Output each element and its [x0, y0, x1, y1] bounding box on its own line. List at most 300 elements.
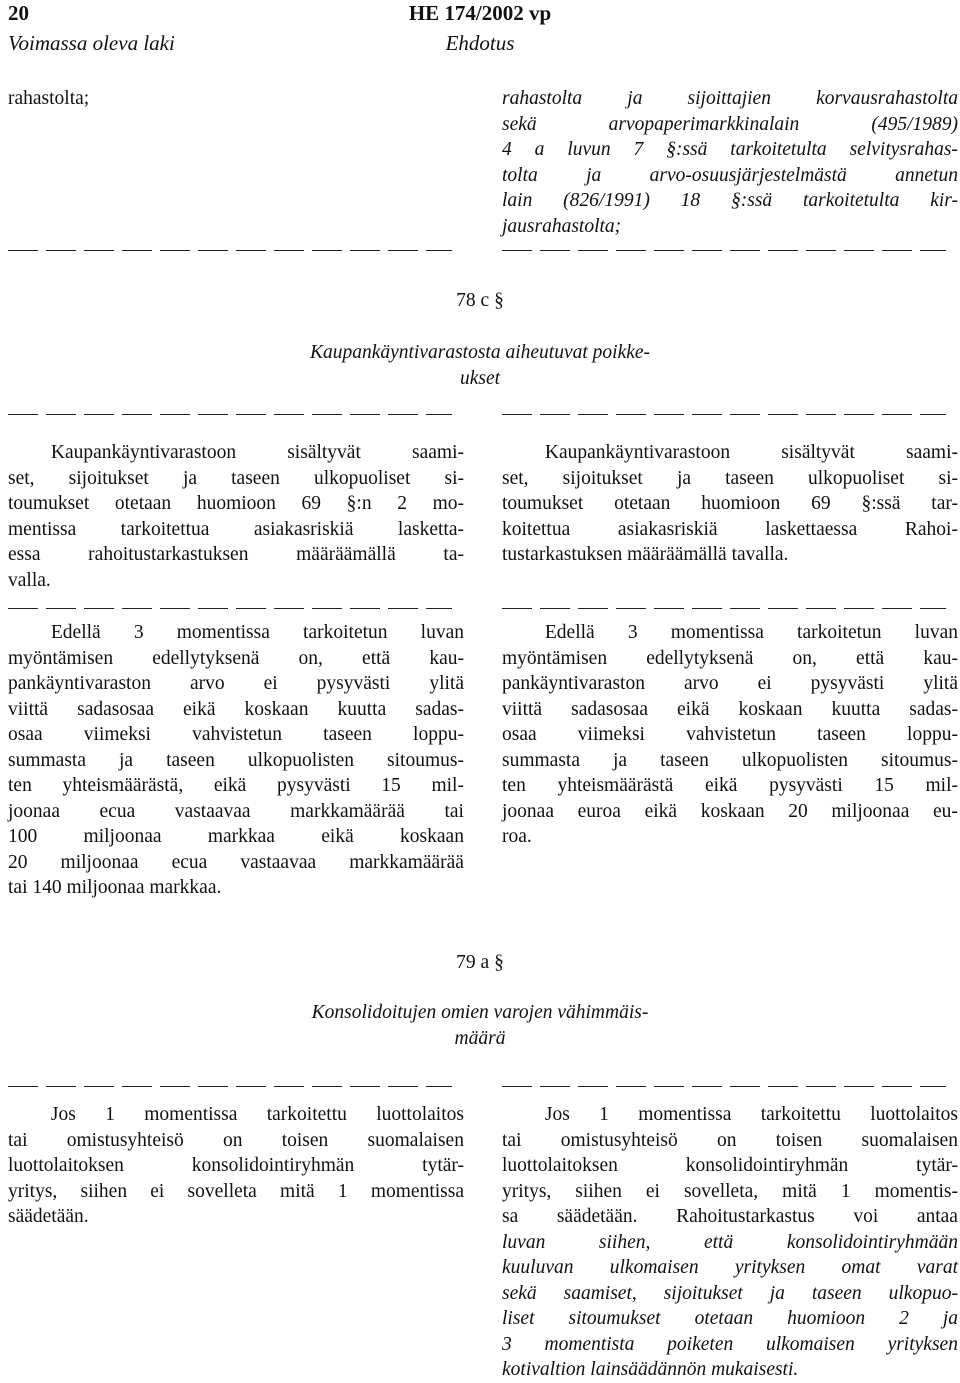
word: ulkopuolisten [741, 749, 849, 771]
word: summasta [502, 749, 580, 771]
text-line [8, 440, 464, 466]
word: euroa [577, 800, 621, 822]
text-line [8, 1102, 464, 1128]
word: tai [444, 800, 464, 822]
text-line [8, 748, 464, 774]
word: sovelleta [187, 1180, 257, 1202]
text-line [502, 773, 958, 799]
word: lain [502, 190, 533, 211]
word: luottolaitos [376, 1104, 464, 1125]
text-line [502, 748, 958, 774]
text-line [502, 1332, 958, 1358]
text-line [502, 112, 958, 138]
text-line [502, 86, 958, 112]
word: saami- [906, 442, 958, 463]
word: yritys, [8, 1180, 58, 1202]
word: si- [938, 467, 958, 489]
separator-dashes [8, 1086, 452, 1087]
word: mil- [925, 775, 958, 796]
word: 100 [8, 826, 38, 847]
text-line [502, 1230, 958, 1256]
word: §:ssä [730, 190, 773, 211]
text-line [502, 1179, 958, 1205]
word: viimeksi [577, 724, 645, 745]
word: tarkoitetulta [730, 139, 827, 160]
section-number: 79 a § [456, 952, 504, 973]
word: ten [502, 775, 526, 796]
left-column-heading: Voimassa oleva laki [8, 31, 175, 55]
word: tai [8, 1129, 28, 1151]
word: osaa [502, 724, 537, 745]
word: toisen [775, 1129, 823, 1151]
word: kuuluvan [502, 1257, 574, 1278]
word: omat [841, 1257, 881, 1278]
word: ja [769, 1282, 785, 1304]
word: sadasosaa [571, 698, 648, 720]
word: §:ssä [666, 139, 708, 160]
word: sa [502, 1206, 519, 1227]
right-column-heading: Ehdotus [445, 31, 515, 55]
word: eikä [183, 698, 216, 720]
word: määräämällä [296, 544, 396, 565]
word: että [362, 647, 391, 669]
word: pysyvästi [276, 775, 351, 796]
word: miljoonaa [831, 800, 910, 822]
word: koitettua [502, 518, 571, 540]
word: taseen [323, 724, 372, 745]
separator-dashes [8, 250, 452, 251]
word: sijoitukset [562, 467, 643, 489]
word: arvo-osuusjärjestelmästä [649, 164, 847, 186]
word: Kaupankäyntivarastoon [544, 442, 731, 463]
word: taseen [725, 467, 774, 489]
word: markkaa [207, 826, 275, 847]
word: viittä [8, 698, 49, 720]
separator-dashes [8, 414, 452, 415]
word: edellytyksenä [152, 647, 260, 669]
word: (826/1991) [563, 190, 650, 211]
word: omistusyhteisö [66, 1129, 184, 1151]
word: otetaan [614, 493, 671, 514]
text-line [502, 1306, 958, 1332]
word: arvopaperimarkkinalain [608, 113, 800, 135]
paragraph-left [8, 440, 464, 593]
text-line [8, 1153, 464, 1179]
word: sekä [502, 1282, 537, 1304]
text-line [502, 1255, 958, 1281]
text-line [8, 620, 464, 646]
word: toisen [281, 1129, 329, 1151]
word: taseen [817, 724, 866, 745]
separator-dashes [502, 608, 946, 609]
word: että [856, 647, 885, 669]
text-line [502, 517, 958, 543]
word: sitoumus- [387, 749, 464, 771]
word: markkamäärää [349, 851, 464, 873]
word: omistusyhteisö [560, 1129, 678, 1151]
word: momentissa [370, 1180, 464, 1202]
word: ulkopuo- [888, 1282, 958, 1304]
word: ulkomaisen [765, 1333, 855, 1355]
word: tarkoitettu [760, 1104, 841, 1125]
word: ylitä [923, 673, 958, 694]
word: ei [150, 1180, 165, 1202]
word: sadasosaa [77, 698, 154, 720]
word: sitoumukset [568, 1308, 661, 1329]
word: yrityksen [734, 1257, 806, 1278]
word: 1 [599, 1104, 609, 1125]
word: siihen [575, 1180, 622, 1202]
text-line [502, 1281, 958, 1307]
section-title-line: ukset [459, 368, 501, 389]
word: edellytyksenä [646, 647, 754, 669]
word: 69 [301, 493, 322, 514]
word: §:n [346, 493, 372, 514]
word: 1 [840, 1180, 851, 1202]
paragraph-right [502, 440, 958, 568]
word: tarkoitettua [120, 518, 210, 540]
word: taseen [660, 749, 709, 771]
word: pysyvästi [316, 673, 391, 694]
word: 1 [337, 1180, 348, 1202]
text-line [502, 163, 958, 189]
word: mil- [431, 775, 464, 796]
word: sijoitukset [663, 1282, 743, 1304]
text-line [502, 722, 958, 748]
word: vastaavaa [240, 851, 317, 873]
word: vahvistetun [192, 724, 283, 745]
word: ei [263, 673, 278, 694]
paragraph-left [8, 620, 464, 901]
word: poiketen [667, 1333, 734, 1355]
word: pankäyntivaraston [8, 673, 151, 694]
word: momentissa [176, 622, 270, 643]
word: asiakasriskiä [253, 518, 354, 540]
paragraph-right [502, 1102, 958, 1383]
word: on, [792, 647, 817, 669]
word: Kaupankäyntivarastoon [50, 442, 237, 463]
word: tarkoitetun [303, 622, 388, 643]
text-line [502, 1128, 958, 1154]
word: myöntämisen [8, 647, 114, 669]
word: luvan [914, 622, 958, 643]
text-line [8, 466, 464, 492]
word: vahvistetun [686, 724, 777, 745]
word: taseen [231, 467, 280, 489]
word: ylitä [429, 673, 464, 694]
word: yhteismäärästä, [62, 775, 184, 796]
word: voi [853, 1206, 879, 1227]
word: tarkoitetun [797, 622, 882, 643]
top-left-text [8, 86, 464, 112]
word: miljoonaa [60, 851, 139, 873]
word: tar- [931, 493, 958, 514]
word: essa [8, 544, 41, 565]
word: eikä [213, 775, 247, 796]
word: ja [613, 749, 628, 771]
word: eikä [677, 698, 710, 720]
word: Jos [50, 1104, 76, 1125]
text-line: kotivaltion lainsäädännön mukaisesti. [502, 1359, 799, 1380]
word: joonaa [8, 800, 60, 822]
word: tolta [502, 164, 538, 186]
word: 1 [105, 1104, 115, 1125]
text-line [502, 188, 958, 214]
word: vastaavaa [174, 800, 251, 822]
word: kau- [429, 647, 464, 669]
section-number: 78 c § [456, 290, 504, 311]
separator-dashes [502, 1086, 946, 1087]
word: a [534, 139, 545, 160]
word: sijoittajien [687, 88, 771, 109]
word: ja [676, 467, 692, 489]
word: eu- [933, 800, 958, 822]
text-line [8, 824, 464, 850]
word: 3 [627, 622, 638, 643]
word: otetaan [114, 493, 172, 514]
word: sekä [502, 113, 537, 135]
text-line [8, 697, 464, 723]
word: luvan [502, 1231, 546, 1253]
word: koskaan [244, 698, 309, 720]
word: tytär- [916, 1155, 958, 1176]
word: §:ssä [861, 493, 901, 514]
word: 2 [899, 1308, 909, 1329]
word: sitoumus- [881, 749, 958, 771]
section-title-line: Kaupankäyntivarastosta aiheutuvat poikke- [309, 342, 651, 363]
word: 4 [502, 139, 512, 160]
top-right-text [502, 86, 958, 239]
word: otetaan [694, 1308, 754, 1329]
word: si- [444, 467, 464, 489]
word: kuutta [831, 698, 881, 720]
word: 20 [8, 851, 28, 873]
word: koskaan [400, 826, 464, 847]
word: kau- [923, 647, 958, 669]
word: ja [182, 467, 198, 489]
word: yhteismäärästä [557, 775, 674, 796]
word: 3 [133, 622, 144, 643]
word: saamiset, [563, 1282, 637, 1304]
paragraph-left [8, 1102, 464, 1230]
word: ja [942, 1308, 958, 1329]
text-line: roa. [502, 826, 532, 847]
word: 20 [788, 800, 808, 822]
word: tytär- [422, 1155, 464, 1176]
word: konsolidointiryhmän [191, 1155, 355, 1176]
word: tarkoitettu [266, 1104, 347, 1125]
word: ulkopuoliset [807, 467, 905, 489]
word: momentissa [638, 1104, 732, 1125]
text-line: tustarkastuksen määräämällä tavalla. [502, 544, 789, 565]
word: ecua [99, 800, 136, 822]
word: Edellä [50, 622, 101, 643]
text-line: säädetään. [8, 1206, 89, 1227]
word: annetun [895, 164, 958, 186]
word: yritys, [502, 1180, 552, 1202]
word: ja [586, 164, 602, 186]
page-number: 20 [8, 1, 29, 25]
word: momentis- [874, 1180, 958, 1202]
text-line: valla. [8, 569, 51, 591]
word: antaa [916, 1206, 958, 1227]
text-line [502, 620, 958, 646]
word: ulkopuoliset [313, 467, 411, 489]
word: Jos [544, 1104, 570, 1125]
section-title-line: määrä [454, 1028, 506, 1049]
word: arvo [189, 673, 225, 694]
text-line: rahastolta; [8, 88, 90, 109]
word: 18 [680, 190, 701, 211]
word: loppu- [413, 724, 464, 745]
word: huomioon [787, 1308, 866, 1329]
word: konsolidointiryhmän [685, 1155, 849, 1176]
word: toumukset [8, 493, 90, 514]
word: Edellä [544, 622, 595, 643]
word: mo- [432, 493, 464, 514]
word: tarkoitetulta [802, 190, 900, 211]
text-line [502, 646, 958, 672]
separator-dashes [8, 608, 452, 609]
word: ei [645, 1180, 660, 1202]
word: suomalaisen [367, 1129, 464, 1151]
text-line [8, 773, 464, 799]
word: on, [298, 647, 323, 669]
word: huomioon [701, 493, 781, 514]
word: 15 [874, 775, 894, 796]
section-title-line: Konsolidoitujen omien varojen vähimmäis- [311, 1002, 649, 1023]
word: set, [8, 467, 35, 489]
word: eikä [704, 775, 738, 796]
word: rahastolta [502, 88, 583, 109]
word: koskaan [738, 698, 803, 720]
word: varat [916, 1257, 958, 1278]
word: että [703, 1231, 734, 1253]
text-line [502, 440, 958, 466]
word: myöntämisen [502, 647, 608, 669]
word: 7 [633, 139, 644, 160]
word: asiakasriskiä [617, 518, 718, 540]
word: mitä [280, 1180, 315, 1202]
word: momentista [544, 1333, 635, 1355]
text-line [8, 542, 464, 568]
text-line [8, 799, 464, 825]
word: miljoonaa [83, 826, 162, 847]
word: Rahoitustarkastus [676, 1206, 815, 1227]
word: koskaan [700, 800, 765, 822]
text-line [8, 1128, 464, 1154]
word: sijoitukset [68, 467, 149, 489]
word: 2 [397, 493, 407, 514]
word: kuutta [337, 698, 387, 720]
word: luottolaitos [870, 1104, 958, 1125]
word: ja [119, 749, 134, 771]
word: pysyvästi [810, 673, 885, 694]
word: huomioon [196, 493, 276, 514]
paragraph-right [502, 620, 958, 850]
text-line [502, 697, 958, 723]
text-line [8, 491, 464, 517]
word: 15 [381, 775, 401, 796]
separator-dashes [502, 250, 946, 251]
text-line [8, 646, 464, 672]
word: viittä [502, 698, 543, 720]
text-line [502, 671, 958, 697]
word: tai [502, 1129, 522, 1151]
word: liset [502, 1308, 535, 1329]
word: set, [502, 467, 529, 489]
word: pankäyntivaraston [502, 673, 645, 694]
word: luottolaitoksen [8, 1155, 124, 1176]
word: pysyvästi [769, 775, 843, 796]
separator-dashes [502, 414, 946, 415]
word: summasta [8, 749, 86, 771]
word: sadas- [909, 698, 958, 720]
word: ulkopuolisten [247, 749, 355, 771]
word: (495/1989) [871, 113, 958, 135]
word: osaa [8, 724, 43, 745]
word: konsolidointiryhmään [786, 1231, 958, 1253]
word: 69 [811, 493, 831, 514]
word: ecua [171, 851, 208, 873]
word: lasketta- [397, 518, 464, 540]
document-id: HE 174/2002 vp [408, 1, 552, 25]
word: eikä [321, 826, 354, 847]
text-line [502, 1204, 958, 1230]
word: säädetään. [556, 1206, 638, 1227]
text-line [8, 722, 464, 748]
word: loppu- [907, 724, 958, 745]
word: yrityksen [887, 1333, 958, 1355]
text-line [502, 137, 958, 163]
word: sisältyvät [781, 442, 855, 463]
word: viimeksi [83, 724, 151, 745]
word: ei [757, 673, 772, 694]
word: sadas- [415, 698, 464, 720]
text-line [8, 671, 464, 697]
word: on [716, 1129, 737, 1151]
text-line [8, 1179, 464, 1205]
word: siihen [80, 1180, 128, 1202]
word: momentissa [144, 1104, 238, 1125]
word: mentissa [8, 518, 77, 540]
word: luottolaitoksen [502, 1155, 618, 1176]
text-line [502, 491, 958, 517]
word: taseen [166, 749, 215, 771]
text-line [502, 466, 958, 492]
word: selvitysrahas- [849, 139, 958, 160]
word: taseen [811, 1282, 862, 1304]
word: momentissa [670, 622, 764, 643]
word: arvo [683, 673, 719, 694]
word: ten [8, 775, 32, 796]
word: suomalaisen [861, 1129, 958, 1151]
text-line [502, 1102, 958, 1128]
word: markkamäärää [290, 800, 405, 822]
word: ja [627, 88, 643, 109]
word: 3 [502, 1333, 512, 1355]
word: korvausrahastolta [816, 88, 958, 109]
word: saami- [412, 442, 464, 463]
text-line: jausrahastolta; [502, 215, 622, 237]
word: toumukset [502, 493, 584, 514]
word: laskettaessa [765, 518, 858, 540]
word: on [222, 1129, 243, 1151]
text-line [502, 1153, 958, 1179]
word: sisältyvät [287, 442, 361, 463]
word: luvun [567, 139, 611, 160]
word: eikä [644, 800, 678, 822]
